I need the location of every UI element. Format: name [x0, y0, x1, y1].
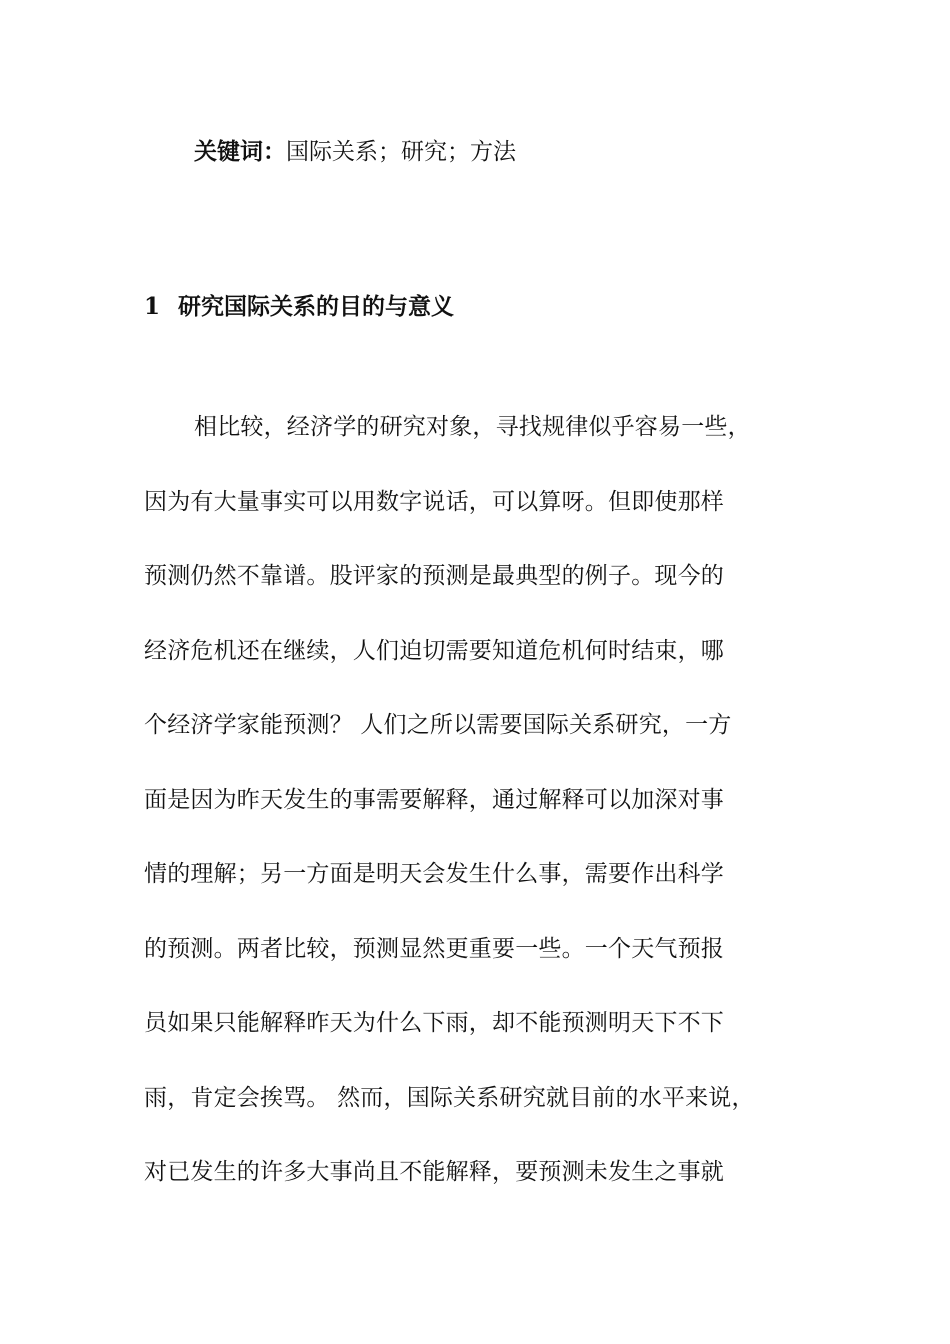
- section-heading: [144, 289, 454, 325]
- paragraph-line: 对已发生的许多大事尚且不能解释，要预测未发生之事就: [144, 1159, 724, 1185]
- paragraph-line: 的预测。两者比较，预测显然更重要一些。一个天气预报: [144, 936, 724, 962]
- paragraph-line: 因为有大量事实可以用数字说话，可以算呀。但即使那样: [144, 489, 724, 515]
- section-number: 1: [144, 293, 161, 320]
- paragraph-line: 经济危机还在继续，人们迫切需要知道危机何时结束，哪: [144, 638, 724, 664]
- keywords-value: 国际关系；研究；方法: [286, 139, 516, 165]
- paragraph-line: 员如果只能解释昨天为什么下雨，却不能预测明天下不下: [144, 1010, 724, 1036]
- paragraph-line: 预测仍然不靠谱。股评家的预测是最典型的例子。现今的: [144, 563, 724, 589]
- section-title: 研究国际关系的目的与意义: [178, 293, 454, 320]
- keywords-label: 关键词：: [194, 138, 286, 165]
- paragraph-line: 相比较，经济学的研究对象，寻找规律似乎容易一些，: [194, 414, 751, 440]
- keywords-line: [194, 134, 516, 170]
- paragraph-line: 情的理解；另一方面是明天会发生什么事，需要作出科学: [144, 861, 724, 887]
- paragraph-line: 雨，肯定会挨骂。 然而，国际关系研究就目前的水平来说，: [144, 1085, 755, 1111]
- paragraph-line: 面是因为昨天发生的事需要解释，通过解释可以加深对事: [144, 787, 724, 813]
- paragraph-line: 个经济学家能预测？ 人们之所以需要国际关系研究，一方: [144, 712, 732, 738]
